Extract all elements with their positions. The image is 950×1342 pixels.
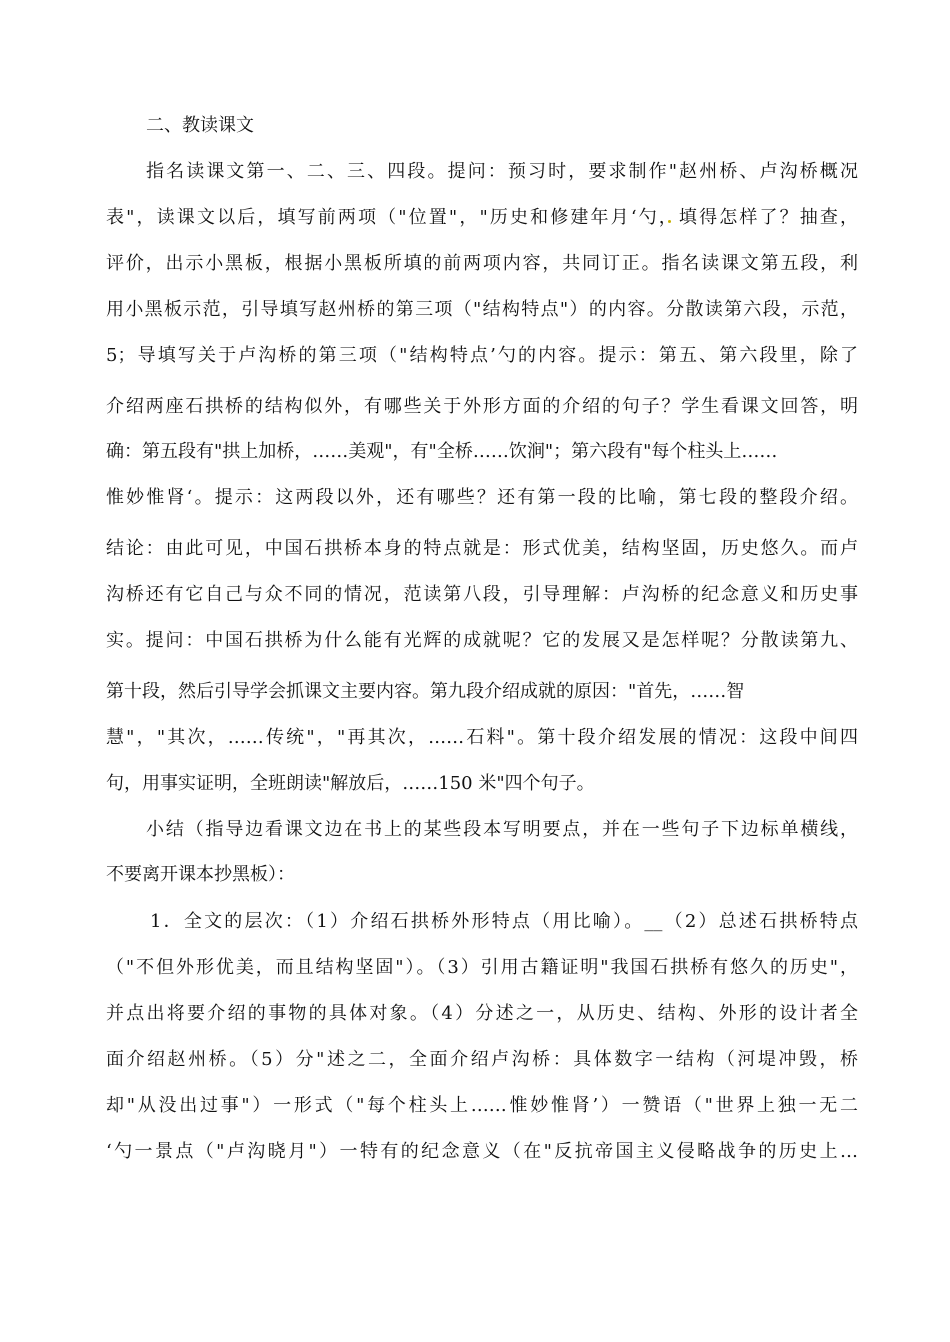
paragraph-3-line-4: 面介绍赵州桥。（5）分"述之二，全面介绍卢沟桥：具体数字一结构（河堤冲毁，桥 [106,1049,858,1070]
paragraph-1-line-10: 沟桥还有它自己与众不同的情况，范读第八段，引导理解：卢沟桥的纪念意义和历史事 [106,584,858,605]
paragraph-1-line-7: 确：第五段有"拱上加桥，……美观"，有"全桥……饮涧"；第六段有"每个柱头上…… [106,441,778,462]
paragraph-2-line-1: 小结（指导边看课文边在书上的某些段本写明要点，并在一些句子下边标单横线， [146,819,858,840]
paragraph-3-line-2: （"不但外形优美，而且结构坚固"）。（3）引用古籍证明"我国石拱桥有悠久的历史"， [106,957,858,978]
paragraph-3-line-3: 并点出将要介绍的事物的具体对象。（4）分述之一，从历史、结构、外形的设计者全 [106,1003,858,1024]
paragraph-1-line-11: 实。提问：中国石拱桥为什么能有光辉的成就呢？它的发展又是怎样呢？分散读第九、 [106,630,858,651]
paragraph-1-line-3: 评价，出示小黑板，根据小黑板所填的前两项内容，共同订正。指名读课文第五段，利 [106,253,858,274]
paragraph-1-line-4: 用小黑板示范，引导填写赵州桥的第三项（"结构特点"）的内容。分散读第六段，示范， [106,299,858,320]
paragraph-2-line-2: 不要离开课本抄黑板）： [106,864,295,885]
paragraph-1-line-12: 第十段，然后引导学会抓课文主要内容。第九段介绍成就的原因："首先，……智 [106,681,745,702]
paragraph-3-line-1: 1．全文的层次：（1）介绍石拱桥外形特点（用比喻）。__（2）总述石拱桥特点 [150,911,858,932]
paragraph-3-line-6: ‘勺一景点（"卢沟晓月"）一特有的纪念意义（在"反抗帝国主义侵略战争的历史上… [106,1141,858,1162]
paragraph-1-line-9: 结论：由此可见，中国石拱桥本身的特点就是：形式优美，结构坚固，历史悠久。而卢 [106,538,858,559]
paragraph-1-line-1: 指名读课文第一、二、三、四段。提问：预习时，要求制作"赵州桥、卢沟桥概况 [146,161,858,182]
paragraph-1-line-2: 表"，读课文以后，填写前两项（"位置"，"历史和修建年月‘勺，填得怎样了？抽查， [106,207,858,228]
paragraph-1-line-8: 惟妙惟肾‘。提示：这两段以外，还有哪些？还有第一段的比喻，第七段的整段介绍。 [106,487,858,508]
paragraph-1-line-5: 5；导填写关于卢沟桥的第三项（"结构特点’勺的内容。提示：第五、第六段里，除了 [106,345,858,366]
section-heading: 二、教读课文 [146,115,254,136]
paragraph-1-line-14: 句，用事实证明，全班朗读"解放后，……150 米"四个句子。 [106,773,595,794]
paragraph-1-line-13: 慧"，"其次，……传统"，"再其次，……石料"。第十段介绍发展的情况：这段中间四 [106,727,858,748]
paragraph-3-line-5: 却"从没出过事"）一形式（"每个柱头上……惟妙惟肾’）一赞语（"世界上独一无二 [106,1095,858,1116]
paragraph-1-line-6: 介绍两座石拱桥的结构似外，有哪些关于外形方面的介绍的句子？学生看课文回答，明 [106,396,858,417]
